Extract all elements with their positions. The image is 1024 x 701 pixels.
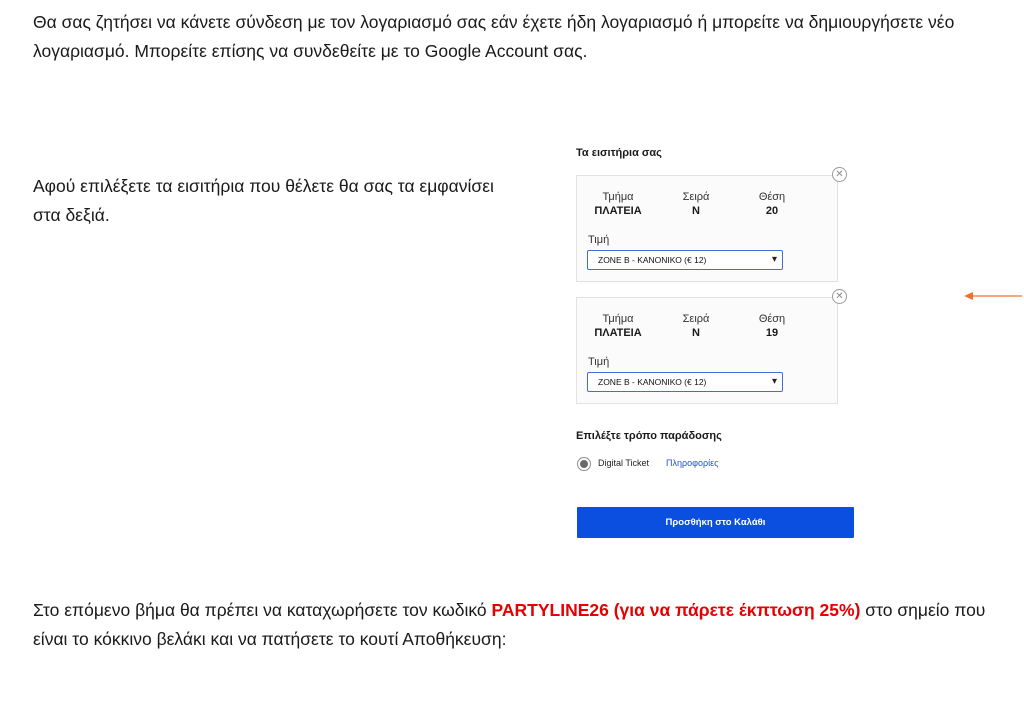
seat-value: 20 [765, 205, 779, 217]
section-value: ΠΛΑΤΕΙΑ [594, 205, 642, 217]
ticket-card [576, 291, 844, 404]
ticket-details [577, 190, 839, 222]
info-link[interactable]: Πληροφορίες [666, 458, 719, 468]
section-label: Τμήμα [602, 313, 634, 325]
section-label: Τμήμα [602, 191, 634, 203]
seat-label: Θέση [758, 191, 786, 203]
price-select-value: ZONE B - ΚΑΝΟΝΙΚΟ (€ 12) [598, 255, 707, 265]
seat-column [737, 312, 807, 340]
delivery-option-label: Digital Ticket [598, 458, 650, 468]
ticket-card [576, 169, 844, 282]
promo-code-highlight: PARTYLINE26 (για να πάρετε έκπτωση 25%) [491, 600, 861, 620]
price-label: Τιμή [588, 356, 610, 368]
chevron-down-icon: ▾ [771, 376, 777, 387]
section-value: ΠΛΑΤΕΙΑ [594, 327, 642, 339]
arrow-left-icon [964, 290, 1022, 302]
chevron-down-icon: ▾ [771, 254, 777, 265]
close-circle-icon[interactable]: ✕ [832, 167, 847, 182]
seat-value: 19 [765, 327, 779, 339]
intro-paragraph: Θα σας ζητήσει να κάνετε σύνδεση με τον λογαριασμό σας εάν έχετε ήδη λογαριασμό ή μπορείτε να δημιουργήσετε νέο λογαριασμό. Μπορείτε επίσης να συνδεθείτε με το Google Account σας. [33, 12, 955, 61]
price-select-value: ZONE B - ΚΑΝΟΝΙΚΟ (€ 12) [598, 377, 707, 387]
row-value: Ν [692, 205, 700, 217]
row-label: Σειρά [682, 191, 710, 203]
instruction-paragraph: Αφού επιλέξετε τα εισιτήρια που θέλετε θα σας τα εμφανίσει στα δεξιά. [33, 176, 494, 225]
ticket-details [577, 312, 839, 344]
add-to-cart-button[interactable]: Προσθήκη στο Καλάθι [577, 507, 854, 538]
delivery-title: Επιλέξτε τρόπο παράδοσης [576, 430, 722, 442]
seat-label: Θέση [758, 313, 786, 325]
delivery-radio[interactable] [577, 457, 591, 471]
section-column [583, 312, 653, 340]
close-circle-icon[interactable]: ✕ [832, 289, 847, 304]
price-select[interactable] [587, 372, 783, 392]
price-select[interactable] [587, 250, 783, 270]
row-column [661, 312, 731, 340]
next-step-text: Στο επόμενο βήμα θα πρέπει να καταχωρήσετε τον κωδικό [33, 600, 492, 620]
price-label: Τιμή [588, 234, 610, 246]
seat-column [737, 190, 807, 218]
tickets-title: Τα εισιτήρια σας [576, 147, 662, 159]
row-label: Σειρά [682, 313, 710, 325]
row-value: Ν [692, 327, 700, 339]
section-column [583, 190, 653, 218]
next-step-paragraph [33, 596, 993, 654]
row-column [661, 190, 731, 218]
next-step-text-end: στο σημείο που είναι το κόκκινο βελάκι και να πατήσετε το κουτί Αποθήκευση: [33, 600, 986, 649]
